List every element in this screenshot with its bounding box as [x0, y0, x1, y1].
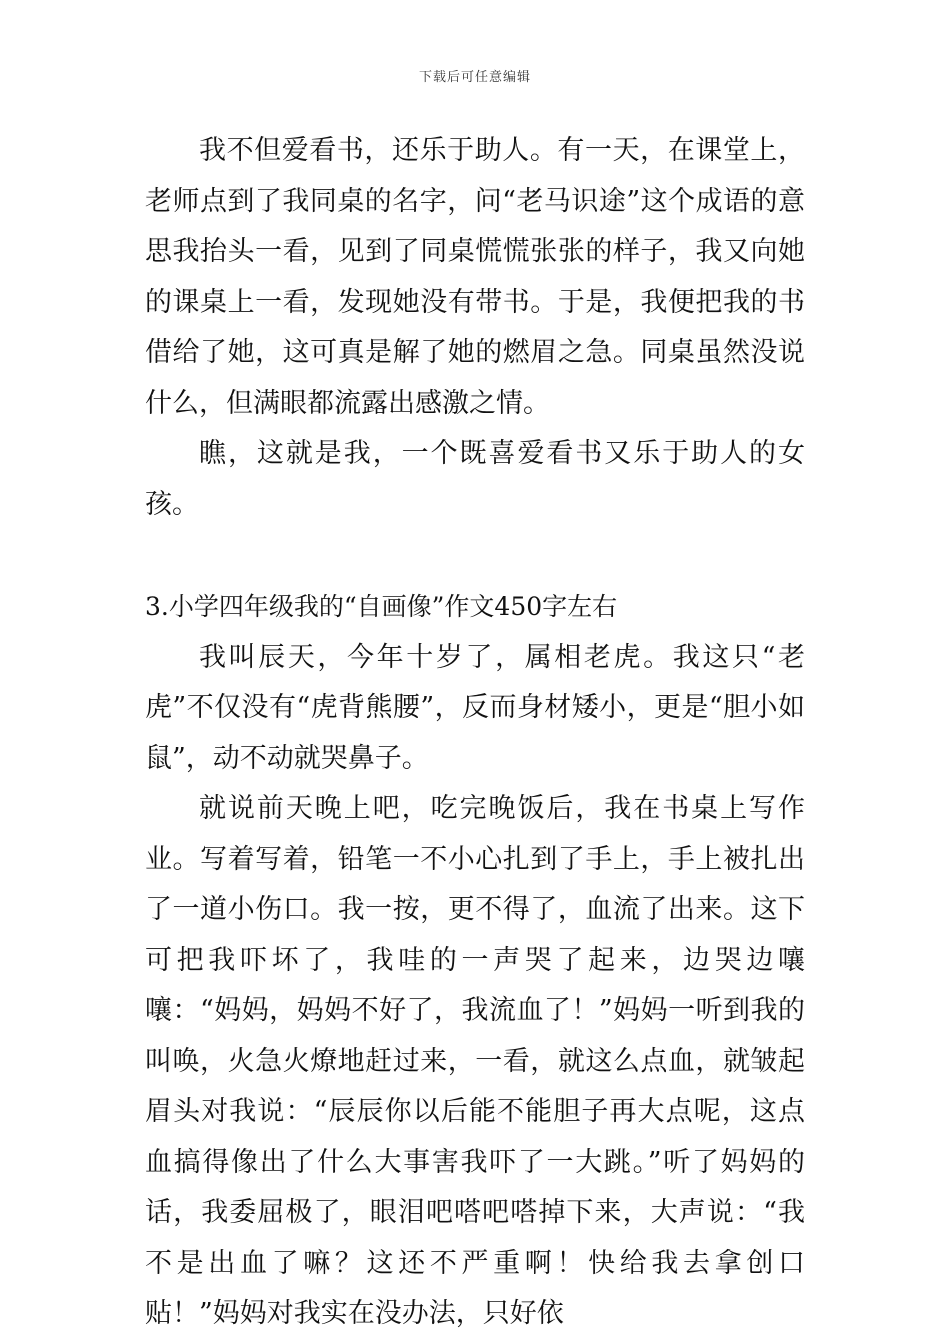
- paragraph-conclusion: 瞧，这就是我，一个既喜爱看书又乐于助人的女孩。: [145, 438, 805, 520]
- paragraph-helping-classmate: 我不但爱看书，还乐于助人。有一天，在课堂上，老师点到了我同桌的名字，问“老马识途”这个成语的意思我抬头一看，见到了同桌慌慌张张的样子，我又向她的课桌上一看，发现她没有带书。于是，我便把我的书借给了她，这可真是解了她的燃眉之急。同桌虽然没说什么，但满眼都流露出感激之情。: [145, 135, 805, 419]
- section-heading: 3.小学四年级我的“自画像”作文450字左右: [145, 592, 618, 621]
- document-body: [145, 126, 805, 1340]
- paragraph-intro: 我叫辰天，今年十岁了，属相老虎。我这只“老虎”不仅没有“虎背熊腰”，反而身材矮小，更是“胆小如鼠”，动不动就哭鼻子。: [145, 641, 805, 774]
- page-header: 下载后可任意编辑: [418, 70, 531, 85]
- section-gap: [145, 530, 805, 582]
- paragraph-story: 就说前天晚上吧，吃完晚饭后，我在书桌上写作业。写着写着，铅笔一不小心扎到了手上，手上被扎出了一道小伤口。我一按，更不得了，血流了出来。这下可把我吓坏了，我哇的一声哭了起来，边哭边嚷嚷：“妈妈，妈妈不好了，我流血了！”妈妈一听到我的叫唤，火急火燎地赶过来，一看，就这么点血，就皱起眉头对我说：“辰辰你以后能不能胆子再大点呢，这点血搞得像出了什么大事害我吓了一大跳。”听了妈妈的话，我委屈极了，眼泪吧嗒吧嗒掉下来，大声说：“我不是出血了嘛？这还不严重啊！快给我去拿创口贴！”妈妈对我实在没办法，只好依: [145, 793, 805, 1329]
